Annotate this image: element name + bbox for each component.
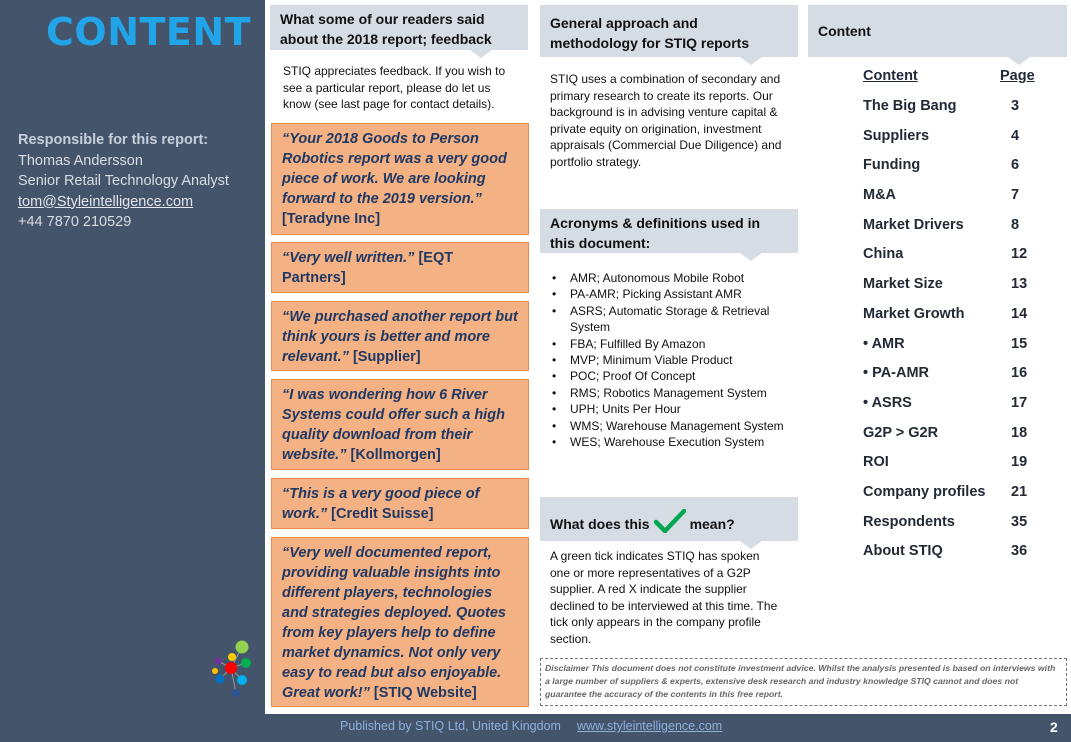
toc-row-name: Respondents xyxy=(863,514,955,530)
feedback-heading-text: What some of our readers said about the 2018 report; feedback xyxy=(280,11,492,47)
toc-row-page: 14 xyxy=(1011,306,1028,322)
toc-row-page: 36 xyxy=(1011,543,1028,559)
toc-row-page: 18 xyxy=(1011,425,1028,441)
toc-row-name: M&A xyxy=(863,187,897,203)
sidebar xyxy=(0,0,265,714)
list-item: • MVP; Minimum Viable Product xyxy=(570,352,810,368)
quote-source: [Kollmorgen] xyxy=(350,447,441,463)
footer-publisher: Published by STIQ Ltd, United Kingdom xyxy=(340,719,561,733)
toc-row-page: 35 xyxy=(1011,514,1028,530)
toc-row-name: Market Drivers xyxy=(863,217,964,233)
quote-text: “I was wondering how 6 River Systems could offer such a high quality download from their website.” xyxy=(282,387,505,463)
list-item: • AMR; Autonomous Mobile Robot xyxy=(570,270,810,286)
toc-row-page: 12 xyxy=(1011,246,1028,262)
quote-card xyxy=(271,478,529,529)
quote-card xyxy=(271,537,529,707)
toc-row-page: 17 xyxy=(1011,395,1028,411)
toc-col-page: Page xyxy=(1000,68,1035,84)
toc-row-name: About STIQ xyxy=(863,543,943,559)
tick-body: A green tick indicates STIQ has spoken one or more representatives of a G2P supplier. A red X indicate the supplier declined to be interviewed at this time. The tick only appears in the company profile section. xyxy=(550,549,778,646)
toc-row-page: 16 xyxy=(1011,365,1028,381)
toc-row-page: 15 xyxy=(1011,336,1028,352)
quote-text: “Your 2018 Goods to Person Robotics report was a very good piece of work. We are looking forward to the 2019 version.” xyxy=(282,131,507,207)
author-role: Senior Retail Technology Analyst xyxy=(18,173,229,189)
toc-row-name: G2P > G2R xyxy=(863,425,939,441)
toc-heading xyxy=(808,5,1067,57)
acronyms-list xyxy=(550,270,810,450)
list-item: • UPH; Units Per Hour xyxy=(570,401,810,417)
responsible-block xyxy=(18,130,229,233)
approach-body: STIQ uses a combination of secondary and primary research to create its reports. Our background is in advising venture capital & private equity on origination, investment appraisals (Commercial Due Diligence) and portfolio strategy. xyxy=(550,72,782,169)
toc-row-page: 21 xyxy=(1011,484,1028,500)
disclaimer: Disclaimer This document does not constitute investment advice. Whilst the analysis presented is based on interviews with a large number of suppliers & experts, extensive desk research and industry knowledge STIQ cannot and does not guarantee the accuracy of the contents in this free report. xyxy=(540,658,1067,706)
toc-row-page: 3 xyxy=(1011,98,1020,114)
toc-row-page: 6 xyxy=(1011,157,1020,173)
acronyms-heading xyxy=(540,209,798,253)
list-item: • WMS; Warehouse Management System xyxy=(570,418,810,434)
page-title: CONTENT xyxy=(46,10,252,54)
footer-bar xyxy=(0,714,1071,742)
tick-heading-before: What does this xyxy=(550,516,650,532)
quote-source: [Credit Suisse] xyxy=(331,506,434,522)
toc-row-name: • AMR xyxy=(863,336,905,352)
toc-row-page: 13 xyxy=(1011,276,1028,292)
acronyms-heading-text: Acronyms & definitions used in this document: xyxy=(550,215,761,251)
list-item: • FBA; Fulfilled By Amazon xyxy=(570,336,810,352)
feedback-heading xyxy=(270,5,528,50)
quote-text: “We purchased another report but think yours is better and more relevant.” xyxy=(282,309,518,365)
toc-row-name: Funding xyxy=(863,157,921,173)
list-item: • ASRS; Automatic Storage & Retrieval System xyxy=(570,303,810,336)
quote-source: [Teradyne Inc] xyxy=(282,211,381,227)
quote-card xyxy=(271,379,529,470)
toc-row-page: 8 xyxy=(1011,217,1020,233)
author-email-link[interactable]: tom@Styleintelligence.com xyxy=(18,193,194,210)
page-number: 2 xyxy=(1050,719,1058,735)
footer-website-link[interactable]: www.styleintelligence.com xyxy=(577,719,723,733)
toc-row-name: Company profiles xyxy=(863,484,986,500)
toc-heading-text: Content xyxy=(818,23,871,39)
quote-source: [EQT Partners] xyxy=(282,250,454,286)
quote-source: [Supplier] xyxy=(352,349,421,365)
list-item: • WES; Warehouse Execution System xyxy=(570,434,810,450)
author-name: Thomas Andersson xyxy=(18,152,143,169)
quote-text: “This is a very good piece of work.” xyxy=(282,486,480,522)
responsible-label: Responsible for this report: xyxy=(18,132,209,148)
author-phone: +44 7870 210529 xyxy=(18,214,132,230)
toc-row-name: • ASRS xyxy=(863,395,912,411)
toc-row-name: Market Growth xyxy=(863,306,965,322)
list-item: • POC; Proof Of Concept xyxy=(570,368,810,384)
approach-heading-text: General approach and methodology for STIQ reports xyxy=(550,15,750,51)
quote-card xyxy=(271,301,529,371)
toc-row-name: • PA-AMR xyxy=(863,365,930,381)
toc-row-name: The Big Bang xyxy=(863,98,957,114)
quote-text: “Very well documented report, providing valuable insights into different players, technologies and strategies deployed. Quotes from key players help to define market dynamics. Not only very easy to read but also enjoyable. Great work!” xyxy=(282,545,506,701)
approach-heading xyxy=(540,5,798,57)
toc-row-page: 4 xyxy=(1011,128,1020,144)
quote-card xyxy=(271,242,529,293)
tick-heading-after: mean? xyxy=(689,516,735,532)
tick-heading xyxy=(540,497,798,541)
stiq-logo-icon xyxy=(206,635,258,701)
quote-source: [STIQ Website] xyxy=(373,685,477,701)
toc-row-name: Market Size xyxy=(863,276,943,292)
toc-row-page: 7 xyxy=(1011,187,1020,203)
green-tick-icon xyxy=(654,509,686,533)
list-item: • RMS; Robotics Management System xyxy=(570,385,810,401)
toc-col-content: Content xyxy=(863,68,918,84)
toc-row-name: ROI xyxy=(863,454,889,470)
feedback-intro: STIQ appreciates feedback. If you wish to see a particular report, please do let us know (see last page for contact details). xyxy=(283,64,506,111)
quote-text: “Very well written.” xyxy=(282,250,415,266)
list-item: • PA-AMR; Picking Assistant AMR xyxy=(570,286,810,302)
toc-row-name: China xyxy=(863,246,904,262)
quote-card xyxy=(271,123,529,235)
toc-row-page: 19 xyxy=(1011,454,1028,470)
toc-row-name: Suppliers xyxy=(863,128,930,144)
